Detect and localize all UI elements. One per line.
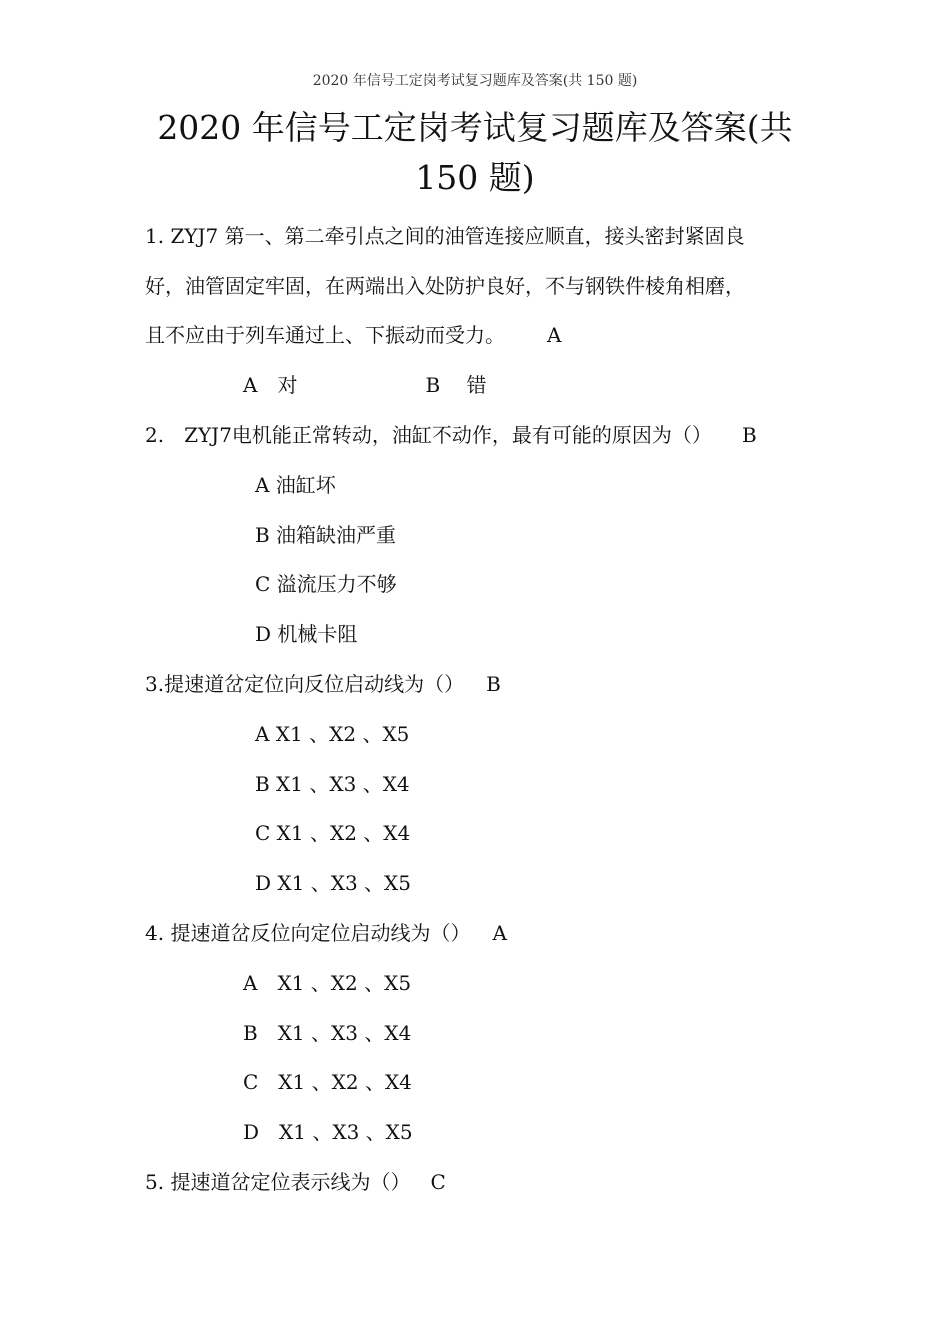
- question-2-option-d: D 机械卡阻: [255, 622, 358, 646]
- question-4-line-1: [145, 920, 507, 946]
- question-4-option-d: D X1 、X3 、X5: [243, 1120, 413, 1144]
- question-4-option-a: A X1 、X2 、X5: [243, 971, 412, 995]
- running-header: 2020 年信号工定岗考试复习题库及答案(共 150 题): [312, 73, 638, 89]
- question-1-option-b: B 错: [425, 373, 487, 397]
- question-1-text: 且不应由于列车通过上、下振动而受力。: [145, 323, 505, 347]
- question-3-text: 3.提速道岔定位向反位启动线为（）: [145, 672, 465, 696]
- question-1-answer: A: [547, 323, 562, 347]
- question-3-line-1: [145, 671, 501, 697]
- document-title: [120, 103, 830, 203]
- question-3-answer: B: [486, 672, 501, 696]
- question-5-text: 5. 提速道岔定位表示线为（）: [145, 1170, 411, 1194]
- question-3-option-b: B X1 、X3 、X4: [255, 772, 410, 796]
- question-5-answer: C: [430, 1170, 446, 1194]
- question-1-options: [243, 372, 487, 398]
- question-4-option-b: B X1 、X3 、X4: [243, 1021, 412, 1045]
- document-title-line-1: 2020 年信号工定岗考试复习题库及答案(共: [157, 108, 793, 147]
- question-2-option-a: A 油缸坏: [255, 473, 336, 497]
- question-1-line-1: 1. ZYJ7 第一、第二牵引点之间的油管连接应顺直，接头密封紧固良: [145, 224, 745, 248]
- question-2-line-1: [145, 422, 757, 448]
- question-3-option-c: C X1 、X2 、X4: [255, 821, 411, 845]
- question-1-line-2: 好，油管固定牢固，在两端出入处防护良好，不与钢铁件棱角相磨，: [145, 274, 745, 298]
- question-1-option-a: A 对: [243, 373, 298, 397]
- question-2-option-c: C 溢流压力不够: [255, 572, 397, 596]
- question-2-text: 2. ZYJ7电机能正常转动，油缸不动作，最有可能的原因为（）: [145, 423, 712, 447]
- question-2-answer: B: [741, 423, 757, 447]
- question-1-line-3: [145, 322, 561, 348]
- question-4-answer: A: [492, 921, 507, 945]
- question-3-option-a: A X1 、X2 、X5: [255, 722, 410, 746]
- question-4-text: 4. 提速道岔反位向定位启动线为（）: [145, 921, 471, 945]
- question-5-line-1: [145, 1169, 446, 1195]
- document-title-line-2: 150 题): [415, 158, 535, 197]
- question-4-option-c: C X1 、X2 、X4: [243, 1070, 412, 1094]
- question-2-option-b: B 油箱缺油严重: [255, 523, 397, 547]
- question-3-option-d: D X1 、X3 、X5: [255, 871, 411, 895]
